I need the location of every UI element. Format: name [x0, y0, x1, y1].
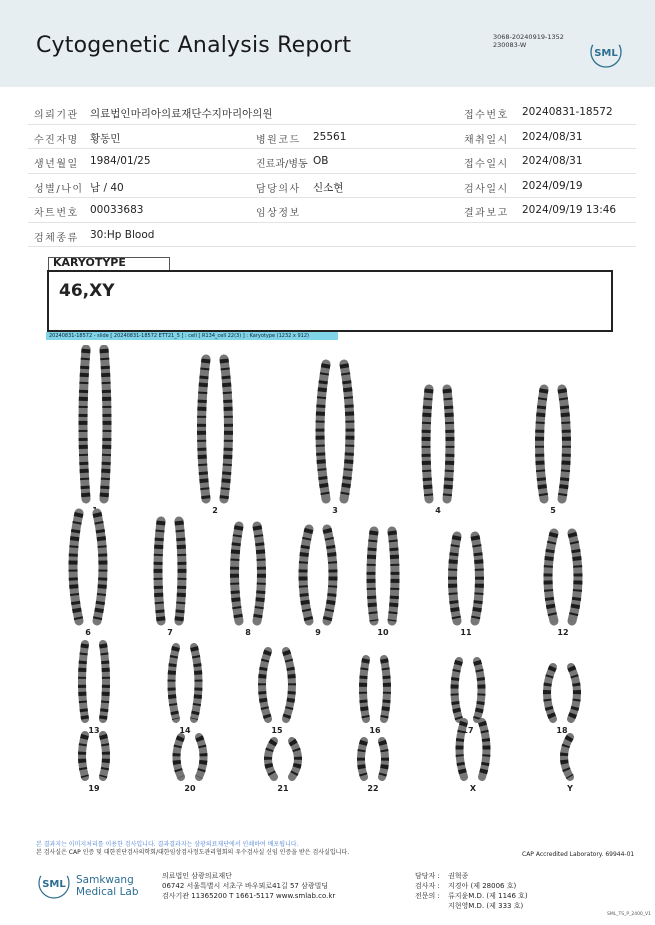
value-chart-no: 00033683: [90, 204, 144, 216]
label-chart-no: 차트번호: [34, 208, 79, 219]
chromosome-X: [460, 722, 465, 777]
chromosome-4: [447, 389, 450, 499]
chromosome-21: [292, 741, 298, 777]
value-patient-name: 황동민: [90, 132, 121, 145]
document-code: SML_TS_P_2400_V1: [607, 912, 651, 917]
staff-row: [415, 901, 528, 911]
chromosome-label: 22: [367, 784, 379, 793]
label-collection-date: 채취일시: [464, 134, 509, 146]
karyotype-result-box: [47, 270, 613, 332]
value-specimen: 30:Hp Blood: [90, 228, 155, 241]
label-receipt-date: 접수일시: [464, 159, 509, 170]
sml-logo: [589, 35, 623, 69]
chromosome-label: 10: [377, 628, 389, 637]
chromosome-label: 9: [315, 628, 321, 637]
report-code: [493, 33, 564, 49]
chromosome-label: 11: [460, 628, 472, 637]
chromosome-label: 8: [245, 628, 251, 637]
staff-role: 담당자 :: [415, 872, 440, 880]
footer-notice: [36, 841, 349, 857]
chromosome-label: 5: [550, 506, 556, 515]
chromosome-label: 17: [462, 726, 474, 735]
chromosome-label: 20: [184, 784, 196, 793]
chromosome-18: [547, 667, 553, 719]
address-line-2: 06742 서울특별시 서초구 바우뫼로41길 57 삼광빌딩: [162, 882, 329, 890]
report-header: [0, 0, 655, 87]
info-row: [28, 174, 636, 199]
label-receipt-no: 접수번호: [464, 110, 509, 121]
chromosome-label: 19: [88, 784, 100, 793]
staff-row: [415, 871, 528, 881]
chromosome-12: [572, 533, 578, 621]
chromosome-14: [172, 647, 177, 719]
chromosome-22: [382, 741, 385, 777]
chromosome-6: [73, 513, 79, 621]
chromosome-8: [235, 526, 240, 621]
samkwang-logo: [35, 866, 73, 900]
chromosome-label: 2: [212, 506, 218, 515]
value-hospital-code: 25561: [313, 130, 347, 143]
karyotype-tab: [48, 257, 170, 270]
value-receipt-date: 2024/08/31: [522, 155, 583, 167]
code-line-1: 3068-20240919-1352: [493, 33, 564, 41]
report-title: Cytogenetic Analysis Report: [36, 33, 352, 58]
chromosome-2: [224, 359, 229, 499]
chromosome-1: [104, 349, 107, 499]
label-birth-date: 생년월일: [34, 159, 79, 170]
chromosome-14: [194, 647, 199, 719]
chromosome-20: [177, 737, 182, 777]
karyotype-result: 46,XY: [59, 281, 115, 301]
chromosome-label: 15: [271, 726, 283, 735]
chromosome-label: 14: [179, 726, 191, 735]
chromosome-17: [455, 661, 460, 719]
staff-name: 권혁종: [448, 872, 469, 880]
info-row: [28, 100, 636, 125]
code-line-2: 230083-W: [493, 41, 527, 49]
chromosome-1: [83, 349, 86, 499]
label-test-date: 검사일시: [464, 183, 509, 195]
label-doctor: 담당의사: [256, 183, 301, 195]
value-collection-date: 2024/08/31: [522, 130, 583, 143]
image-caption-strip: 20240831-18572 - slide [ 20240831-18572 ETT21_5 ] : cell [ R134_cell 22(3) ] : Karyotype (1232 x 912): [46, 332, 338, 340]
staff-row: [415, 881, 528, 891]
chromosome-22: [361, 741, 364, 777]
chromosome-label: 13: [88, 726, 100, 735]
label-clinical-info: 임상정보: [256, 208, 301, 219]
chromosome-label: Y: [567, 784, 573, 793]
value-test-date: 2024/09/19: [522, 179, 583, 192]
chromosome-11: [475, 536, 480, 621]
lab-name: [76, 875, 139, 898]
chromosome-6: [97, 513, 103, 621]
chromosome-19: [103, 735, 106, 777]
staff-role: 검사자 :: [415, 882, 440, 890]
label-requester: 의뢰기관: [34, 110, 79, 121]
address-line-3: 검사기관 11365200 T 1661-5117 www.smlab.co.kr: [162, 892, 336, 900]
chromosome-21: [268, 741, 274, 777]
chromosome-13: [82, 644, 85, 719]
address-line-1: 의료법인 삼광의료재단: [162, 872, 232, 880]
info-row: [28, 149, 636, 174]
cap-accreditation: CAP Accredited Laboratory. 69944-01: [522, 851, 635, 858]
chromosome-7: [179, 521, 182, 621]
staff-role: 전문의 :: [415, 892, 440, 900]
staff-name: 지경아 (제 28006 호): [448, 882, 517, 890]
chromosome-3: [344, 364, 350, 499]
chromosome-3: [320, 364, 326, 499]
chromosome-9: [327, 529, 333, 621]
chromosome-X: [482, 722, 487, 777]
chromosome-label: 7: [167, 628, 173, 637]
karyotype-label: KARYOTYPE: [53, 256, 126, 269]
label-department: 진료과/병동: [256, 159, 308, 170]
info-row: [28, 223, 636, 248]
chromosome-label: 4: [435, 506, 441, 515]
chromosome-12: [548, 533, 554, 621]
chromosome-5: [540, 389, 545, 499]
chromosome-15: [286, 651, 292, 719]
lab-address: [162, 871, 335, 901]
chromosome-20: [199, 737, 204, 777]
chromosome-8: [257, 526, 262, 621]
notice-line-2: 본 검사실은 CAP 인증 및 대한진단검사의학회/대한임상검사정도관리협회의 우수검사실 신임 인증을 받은 검사실입니다.: [36, 849, 350, 856]
label-report-date: 결과보고: [464, 208, 509, 219]
chromosome-10: [371, 531, 374, 621]
lab-name-line-2: Medical Lab: [76, 885, 139, 898]
chromosome-18: [571, 667, 577, 719]
staff-name: 지현영M.D. (제 333 호): [448, 902, 524, 910]
value-receipt-no: 20240831-18572: [522, 106, 613, 118]
chromosome-19: [82, 735, 85, 777]
chromosome-10: [392, 531, 395, 621]
label-patient-name: 수진자명: [34, 134, 79, 146]
value-department: OB: [313, 155, 329, 167]
notice-line-1: 본 결과지는 이미지처리를 이용한 검사입니다. 결과결과지는 삼광의료재단에서 인쇄하여 배포됩니다.: [36, 841, 299, 848]
chromosome-15: [262, 651, 268, 719]
value-doctor: 신소현: [313, 181, 344, 194]
staff-name: 류지윤M.D. (제 1146 호): [448, 892, 528, 900]
chromosome-11: [453, 536, 458, 621]
chromosome-16: [363, 659, 366, 719]
chromosome-label: 6: [85, 628, 91, 637]
chromosome-label: 12: [557, 628, 569, 637]
chromosome-label: X: [469, 784, 477, 793]
karyogram-image: [50, 345, 620, 800]
info-row: [28, 125, 636, 150]
chromosome-label: 18: [556, 726, 568, 735]
value-birth-date: 1984/01/25: [90, 155, 151, 167]
value-sex-age: 남 / 40: [90, 181, 124, 194]
logo-text: SML: [594, 48, 618, 59]
chromosome-2: [202, 359, 207, 499]
staff-row: [415, 891, 528, 901]
label-sex-age: 성별/나이: [34, 183, 84, 195]
chromosome-label: 16: [369, 726, 381, 735]
chromosome-16: [384, 659, 387, 719]
chromosome-9: [303, 529, 309, 621]
info-row: [28, 198, 636, 223]
value-requester: 의료법인마리아의료재단수지마리아의원: [90, 108, 273, 120]
chromosome-4: [426, 389, 429, 499]
chromosome-7: [158, 521, 161, 621]
chromosome-label: 1: [92, 506, 98, 515]
chromosome-label: 21: [277, 784, 289, 793]
chromosome-label: 3: [332, 506, 338, 515]
lab-name-line-1: Samkwang: [76, 874, 134, 886]
label-specimen: 검체종류: [34, 232, 79, 244]
patient-info-table: [28, 100, 636, 247]
staff-list: [415, 871, 528, 911]
chromosome-5: [562, 389, 567, 499]
chromosome-17: [477, 661, 482, 719]
value-report-date: 2024/09/19 13:46: [522, 204, 617, 216]
footer-logo-text: SML: [42, 879, 66, 890]
label-hospital-code: 병원코드: [256, 134, 301, 146]
chromosome-13: [103, 644, 106, 719]
chromosome-Y: [564, 737, 570, 777]
